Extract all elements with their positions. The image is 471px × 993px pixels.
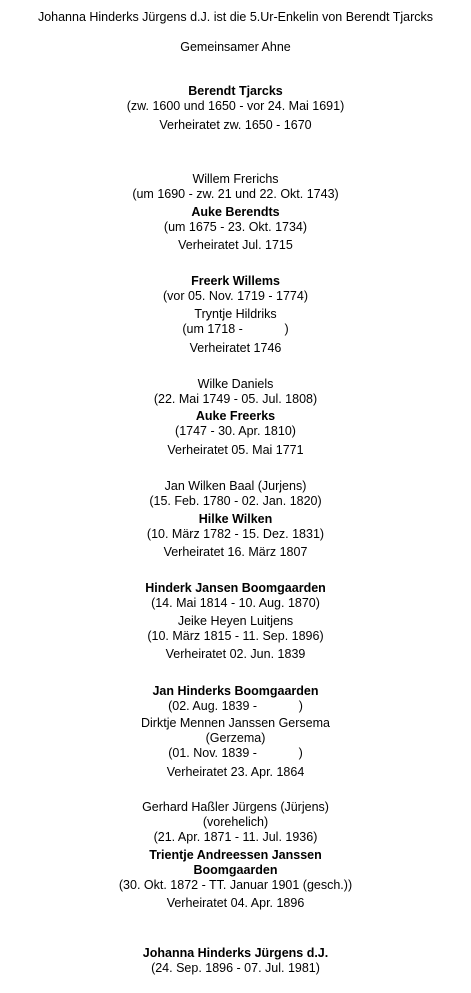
gen1-partner-name: Willem Frerichs xyxy=(192,172,279,186)
gen4-partner-dates: (15. Feb. 1780 - 02. Jan. 1820) xyxy=(149,494,322,508)
gen2-descendant-dates: (vor 05. Nov. 1719 - 1774) xyxy=(163,289,308,303)
gen5-descendant-dates: (14. Mai 1814 - 10. Aug. 1870) xyxy=(151,596,320,610)
gen4-descendant-dates: (10. März 1782 - 15. Dez. 1831) xyxy=(146,527,325,541)
gen7-marriage: Verheiratet 04. Apr. 1896 xyxy=(166,896,305,910)
gen1-marriage: Verheiratet Jul. 1715 xyxy=(178,238,293,252)
gen6-partner-name: Dirktje Mennen Janssen Gersema xyxy=(141,716,330,730)
target-dates: (24. Sep. 1896 - 07. Jul. 1981) xyxy=(151,961,320,975)
gen7-partner-name: Gerhard Haßler Jürgens (Jürjens) xyxy=(142,800,329,814)
gen6-partner-dates: (01. Nov. 1839 - ) xyxy=(168,746,303,760)
gen1-partner-dates: (um 1690 - zw. 21 und 22. Okt. 1743) xyxy=(132,187,339,201)
gen5-partner-name: Jeike Heyen Luitjens xyxy=(177,614,294,628)
page-subtitle: Gemeinsamer Ahne xyxy=(180,40,291,54)
ancestor-name: Berendt Tjarcks xyxy=(188,84,283,98)
gen7-descendant-dates: (30. Okt. 1872 - TT. Januar 1901 (gesch.)) xyxy=(118,878,353,892)
gen2-marriage: Verheiratet 1746 xyxy=(189,341,282,355)
gen1-descendant-name: Auke Berendts xyxy=(191,205,280,219)
gen6-partner-alias: (Gerzema) xyxy=(205,731,266,745)
gen3-descendant-dates: (1747 - 30. Apr. 1810) xyxy=(175,424,296,438)
gen6-descendant-name: Jan Hinderks Boomgaarden xyxy=(152,684,319,698)
gen3-descendant-name: Auke Freerks xyxy=(195,409,276,423)
ancestor-dates: (zw. 1600 und 1650 - vor 24. Mai 1691) xyxy=(126,99,345,113)
gen4-descendant-name: Hilke Wilken xyxy=(198,512,273,526)
target-name: Johanna Hinderks Jürgens d.J. xyxy=(142,946,329,960)
gen7-descendant-name-line2: Boomgaarden xyxy=(193,863,278,877)
gen5-partner-dates: (10. März 1815 - 11. Sep. 1896) xyxy=(147,629,324,643)
gen1-descendant-dates: (um 1675 - 23. Okt. 1734) xyxy=(163,220,308,234)
gen7-partner-dates: (21. Apr. 1871 - 11. Jul. 1936) xyxy=(153,830,318,844)
gen6-marriage: Verheiratet 23. Apr. 1864 xyxy=(166,765,305,779)
gen4-marriage: Verheiratet 16. März 1807 xyxy=(163,545,308,559)
gen2-descendant-name: Freerk Willems xyxy=(191,274,280,288)
gen3-marriage: Verheiratet 05. Mai 1771 xyxy=(167,443,304,457)
gen3-partner-dates: (22. Mai 1749 - 05. Jul. 1808) xyxy=(153,392,318,406)
ancestor-marriage: Verheiratet zw. 1650 - 1670 xyxy=(159,118,312,132)
gen2-partner-dates: (um 1718 - ) xyxy=(182,322,289,336)
gen5-descendant-name: Hinderk Jansen Boomgaarden xyxy=(145,581,326,595)
gen2-partner-name: Tryntje Hildriks xyxy=(194,307,277,321)
gen3-partner-name: Wilke Daniels xyxy=(197,377,274,391)
gen7-partner-note: (vorehelich) xyxy=(202,815,269,829)
gen6-descendant-dates: (02. Aug. 1839 - ) xyxy=(168,699,303,713)
gen4-partner-name: Jan Wilken Baal (Jurjens) xyxy=(164,479,307,493)
gen7-descendant-name-line1: Trientje Andreessen Janssen xyxy=(149,848,322,862)
gen5-marriage: Verheiratet 02. Jun. 1839 xyxy=(165,647,306,661)
page-title: Johanna Hinderks Jürgens d.J. ist die 5.Ur-Enkelin von Berendt Tjarcks xyxy=(37,10,434,24)
